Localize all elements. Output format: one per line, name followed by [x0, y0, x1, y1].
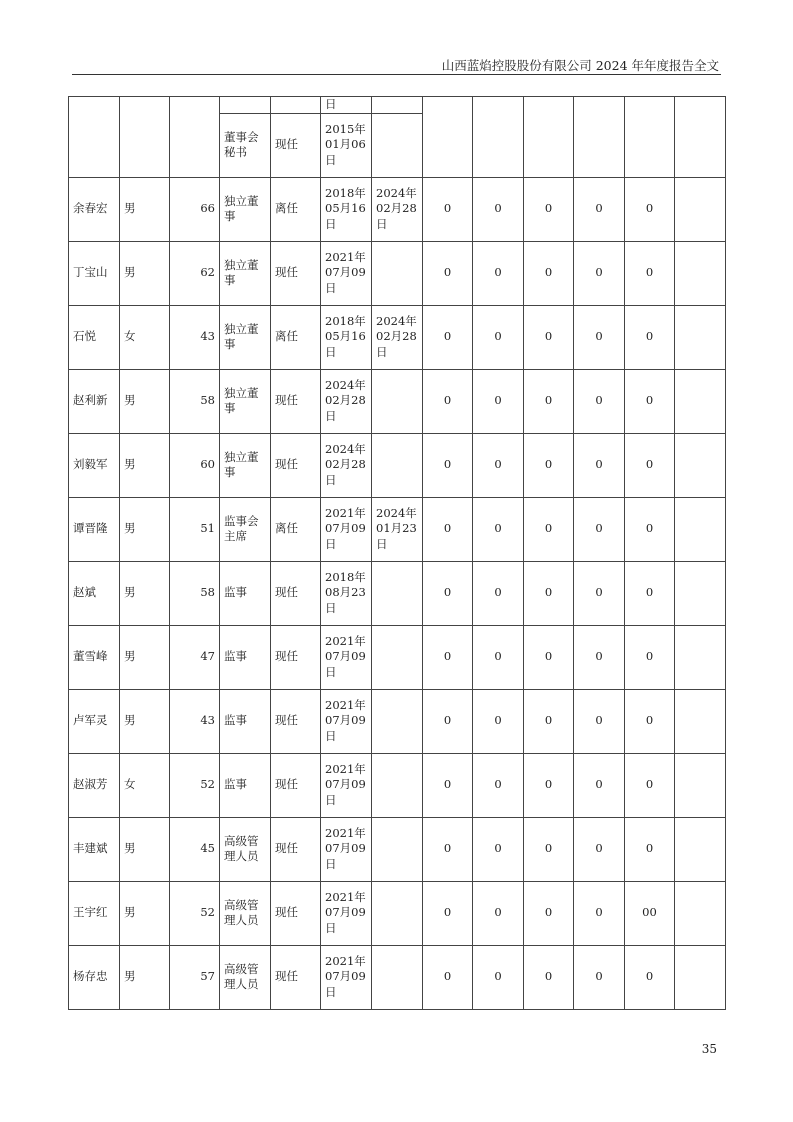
- cell-empty: [675, 689, 726, 753]
- cell-value-1: 0: [423, 177, 473, 241]
- cell-value-1: 0: [423, 369, 473, 433]
- cell-position: 独立董事: [220, 241, 271, 305]
- cell-empty: [473, 97, 524, 178]
- cell-position: 高级管理人员: [220, 881, 271, 945]
- cell-position: 独立董事: [220, 305, 271, 369]
- cell-empty: [372, 97, 423, 114]
- cell-value-5: 0: [625, 945, 675, 1009]
- cell-empty: [675, 753, 726, 817]
- cell-gender: 男: [120, 433, 170, 497]
- cell-end-date: [372, 369, 423, 433]
- cell-end-date: [372, 881, 423, 945]
- cell-gender: 男: [120, 689, 170, 753]
- cell-status: 现任: [271, 369, 321, 433]
- cell-status: 现任: [271, 241, 321, 305]
- cell-age: 45: [170, 817, 220, 881]
- cell-status: 现任: [271, 753, 321, 817]
- cell-value-3: 0: [524, 945, 574, 1009]
- table-row: [69, 689, 726, 753]
- cell-value-2: 0: [473, 625, 524, 689]
- cell-value-4: 0: [574, 497, 625, 561]
- table-row: [69, 369, 726, 433]
- cell-status: 离任: [271, 497, 321, 561]
- cell-gender: 男: [120, 881, 170, 945]
- table-row: [69, 433, 726, 497]
- cell-start-date: 2021年07月09日: [321, 497, 372, 561]
- cell-value-1: 0: [423, 817, 473, 881]
- cell-value-3: 0: [524, 241, 574, 305]
- cell-gender: 男: [120, 241, 170, 305]
- cell-end-date: 2024年02月28日: [372, 177, 423, 241]
- cell-value-1: 0: [423, 945, 473, 1009]
- table-row: [69, 305, 726, 369]
- cell-value-2: 0: [473, 305, 524, 369]
- cell-start-date: 2021年07月09日: [321, 753, 372, 817]
- cell-value-2: 0: [473, 241, 524, 305]
- page-number: 35: [701, 1042, 717, 1056]
- cell-start-date: 2021年07月09日: [321, 241, 372, 305]
- cell-value-3: 0: [524, 497, 574, 561]
- cell-start-date: 2021年07月09日: [321, 817, 372, 881]
- cell-value-1: 0: [423, 625, 473, 689]
- page-header-title: 山西蓝焰控股股份有限公司 2024 年年度报告全文: [441, 58, 719, 73]
- cell-name: 董雪峰: [69, 625, 120, 689]
- table-row: [69, 497, 726, 561]
- cell-end-date: 2024年02月28日: [372, 305, 423, 369]
- cell-name: 赵利新: [69, 369, 120, 433]
- cell-age: 47: [170, 625, 220, 689]
- cell-value-5: 0: [625, 561, 675, 625]
- cell-value-2: 0: [473, 689, 524, 753]
- cell-end-date: [372, 753, 423, 817]
- cell-end-date: [372, 241, 423, 305]
- cell-value-2: 0: [473, 433, 524, 497]
- cell-start-date: 2021年07月09日: [321, 945, 372, 1009]
- cell-start-date: 2021年07月09日: [321, 881, 372, 945]
- cell-value-5: 0: [625, 369, 675, 433]
- cell-start-date: 2024年02月28日: [321, 433, 372, 497]
- cell-age: 66: [170, 177, 220, 241]
- cell-position: 监事: [220, 753, 271, 817]
- table-row: [69, 241, 726, 305]
- continuation-row-top: [69, 97, 726, 114]
- table-row: [69, 561, 726, 625]
- cell-value-1: 0: [423, 753, 473, 817]
- cell-empty: [675, 625, 726, 689]
- cell-age: 52: [170, 881, 220, 945]
- cell-position: 独立董事: [220, 369, 271, 433]
- cell-position: 高级管理人员: [220, 817, 271, 881]
- cell-status: 现任: [271, 881, 321, 945]
- cell-value-4: 0: [574, 689, 625, 753]
- cell-name: 王宇红: [69, 881, 120, 945]
- cell-value-3: 0: [524, 817, 574, 881]
- cell-value-4: 0: [574, 177, 625, 241]
- cell-value-2: 0: [473, 177, 524, 241]
- cell-empty: [675, 433, 726, 497]
- cell-value-3: 0: [524, 177, 574, 241]
- table-row: [69, 625, 726, 689]
- cell-age: 51: [170, 497, 220, 561]
- cell-age: 62: [170, 241, 220, 305]
- cell-value-4: 0: [574, 561, 625, 625]
- cell-value-3: 0: [524, 689, 574, 753]
- table-row: [69, 945, 726, 1009]
- cell-status: 现任: [271, 625, 321, 689]
- cell-start-date: 2024年02月28日: [321, 369, 372, 433]
- cell-end-date: [372, 817, 423, 881]
- cell-name: 余春宏: [69, 177, 120, 241]
- cell-position: 监事会主席: [220, 497, 271, 561]
- cell-value-2: 0: [473, 753, 524, 817]
- cell-empty: [120, 97, 170, 178]
- cell-gender: 男: [120, 625, 170, 689]
- cell-name: 赵淑芳: [69, 753, 120, 817]
- cell-empty: [675, 241, 726, 305]
- table-row: [69, 753, 726, 817]
- cell-value-5: 0: [625, 305, 675, 369]
- cell-value-2: 0: [473, 497, 524, 561]
- table-row: [69, 177, 726, 241]
- cell-empty: [423, 97, 473, 178]
- cell-start-date: 2021年07月09日: [321, 689, 372, 753]
- cell-start-date: 2018年05月16日: [321, 177, 372, 241]
- cell-position: 董事会秘书: [220, 113, 271, 177]
- cell-end-date: [372, 625, 423, 689]
- cell-end-date: [372, 945, 423, 1009]
- cell-name: 谭晋隆: [69, 497, 120, 561]
- cell-value-1: 0: [423, 241, 473, 305]
- cell-date-tail: 日: [321, 97, 372, 114]
- cell-gender: 女: [120, 305, 170, 369]
- cell-end-date: [372, 433, 423, 497]
- cell-value-4: 0: [574, 817, 625, 881]
- cell-status: 现任: [271, 561, 321, 625]
- cell-status: 离任: [271, 305, 321, 369]
- cell-name: 丁宝山: [69, 241, 120, 305]
- cell-empty: [675, 369, 726, 433]
- cell-value-3: 0: [524, 881, 574, 945]
- cell-empty: [675, 881, 726, 945]
- cell-gender: 男: [120, 177, 170, 241]
- cell-value-5: 0: [625, 817, 675, 881]
- cell-gender: 男: [120, 561, 170, 625]
- cell-value-1: 0: [423, 689, 473, 753]
- cell-value-5: 0: [625, 241, 675, 305]
- cell-value-2: 0: [473, 561, 524, 625]
- header-rule: [72, 74, 721, 75]
- table-row: [69, 881, 726, 945]
- cell-value-4: 0: [574, 433, 625, 497]
- cell-age: 43: [170, 305, 220, 369]
- cell-value-5: 0: [625, 753, 675, 817]
- cell-value-3: 0: [524, 561, 574, 625]
- cell-age: 58: [170, 369, 220, 433]
- cell-value-4: 0: [574, 241, 625, 305]
- cell-value-1: 0: [423, 305, 473, 369]
- cell-empty: [220, 97, 271, 114]
- cell-position: 监事: [220, 561, 271, 625]
- cell-name: 卢军灵: [69, 689, 120, 753]
- cell-value-4: 0: [574, 881, 625, 945]
- cell-value-5: 0: [625, 689, 675, 753]
- cell-value-3: 0: [524, 433, 574, 497]
- cell-status: 现任: [271, 817, 321, 881]
- cell-value-1: 0: [423, 561, 473, 625]
- cell-empty: [675, 817, 726, 881]
- cell-age: 52: [170, 753, 220, 817]
- cell-end-date: [372, 689, 423, 753]
- cell-gender: 男: [120, 497, 170, 561]
- cell-end-date: [372, 561, 423, 625]
- cell-empty: [675, 945, 726, 1009]
- cell-value-4: 0: [574, 945, 625, 1009]
- cell-empty: [574, 97, 625, 178]
- cell-status: 现任: [271, 689, 321, 753]
- cell-gender: 男: [120, 369, 170, 433]
- cell-value-2: 0: [473, 817, 524, 881]
- cell-empty: [372, 113, 423, 177]
- cell-value-1: 0: [423, 497, 473, 561]
- cell-value-2: 0: [473, 369, 524, 433]
- cell-value-3: 0: [524, 369, 574, 433]
- cell-value-5: 00: [625, 881, 675, 945]
- cell-position: 独立董事: [220, 433, 271, 497]
- cell-position: 监事: [220, 689, 271, 753]
- cell-value-4: 0: [574, 305, 625, 369]
- cell-value-3: 0: [524, 753, 574, 817]
- cell-empty: [524, 97, 574, 178]
- cell-value-5: 0: [625, 625, 675, 689]
- cell-name: 赵斌: [69, 561, 120, 625]
- cell-empty: [271, 97, 321, 114]
- cell-start-date: 2015年01月06日: [321, 113, 372, 177]
- cell-name: 刘毅军: [69, 433, 120, 497]
- cell-empty: [625, 97, 675, 178]
- cell-position: 监事: [220, 625, 271, 689]
- cell-value-2: 0: [473, 945, 524, 1009]
- cell-value-4: 0: [574, 625, 625, 689]
- cell-value-4: 0: [574, 753, 625, 817]
- cell-status: 现任: [271, 945, 321, 1009]
- cell-status: 离任: [271, 177, 321, 241]
- cell-start-date: 2021年07月09日: [321, 625, 372, 689]
- cell-value-1: 0: [423, 881, 473, 945]
- executives-table: [68, 96, 726, 1010]
- cell-empty: [675, 497, 726, 561]
- cell-name: 杨存忠: [69, 945, 120, 1009]
- cell-gender: 男: [120, 817, 170, 881]
- cell-age: 58: [170, 561, 220, 625]
- cell-value-4: 0: [574, 369, 625, 433]
- cell-empty: [675, 561, 726, 625]
- cell-status: 现任: [271, 433, 321, 497]
- cell-value-5: 0: [625, 433, 675, 497]
- cell-end-date: 2024年01月23日: [372, 497, 423, 561]
- table-body: [69, 97, 726, 1010]
- cell-value-3: 0: [524, 625, 574, 689]
- cell-position: 独立董事: [220, 177, 271, 241]
- cell-empty: [675, 97, 726, 178]
- cell-position: 高级管理人员: [220, 945, 271, 1009]
- cell-value-1: 0: [423, 433, 473, 497]
- cell-value-3: 0: [524, 305, 574, 369]
- cell-value-5: 0: [625, 177, 675, 241]
- cell-age: 43: [170, 689, 220, 753]
- cell-gender: 女: [120, 753, 170, 817]
- cell-value-5: 0: [625, 497, 675, 561]
- cell-value-2: 0: [473, 881, 524, 945]
- cell-gender: 男: [120, 945, 170, 1009]
- cell-empty: [69, 97, 120, 178]
- cell-name: 丰建斌: [69, 817, 120, 881]
- cell-start-date: 2018年08月23日: [321, 561, 372, 625]
- cell-name: 石悦: [69, 305, 120, 369]
- cell-status: 现任: [271, 113, 321, 177]
- cell-age: 60: [170, 433, 220, 497]
- table-row: [69, 817, 726, 881]
- cell-age: 57: [170, 945, 220, 1009]
- cell-empty: [675, 305, 726, 369]
- cell-start-date: 2018年05月16日: [321, 305, 372, 369]
- cell-empty: [170, 97, 220, 178]
- cell-empty: [675, 177, 726, 241]
